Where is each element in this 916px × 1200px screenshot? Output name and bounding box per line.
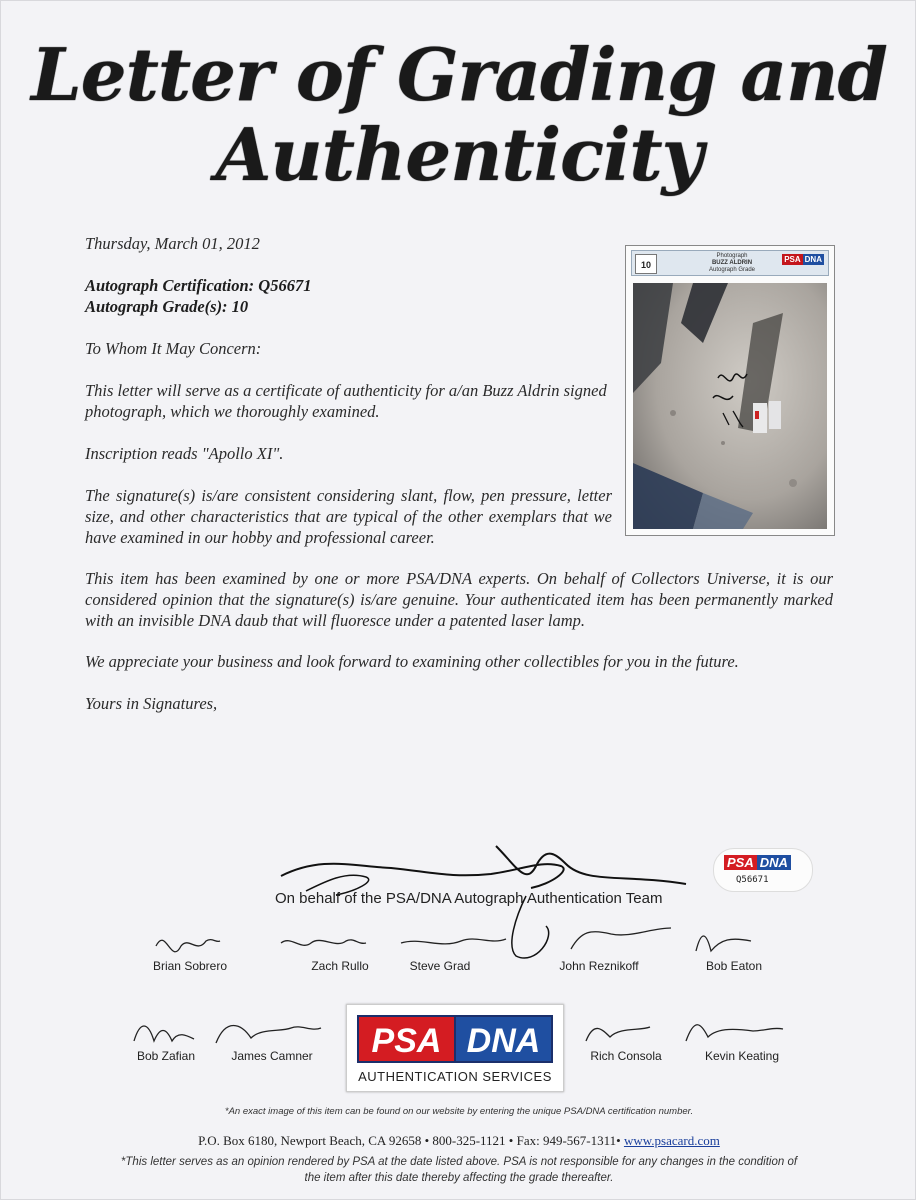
autograph-grade: Autograph Grade(s): 10 [85,297,249,316]
paragraph-inscription: Inscription reads "Apollo XI". [85,444,284,463]
team-member-john-reznikoff: John Reznikoff [559,959,639,973]
slab-subject: BUZZ ALDRIN [711,260,753,266]
team-member-james-camner: James Camner [231,1049,313,1063]
team-heading: On behalf of the PSA/DNA Autograph Authentication Team [275,890,663,907]
psa-dna-logo [346,1004,564,1092]
slab-label [631,250,829,276]
paragraph-signature-analysis: The signature(s) is/are consistent considering slant, flow, pen pressure, letter size, and other characteristics that are typical of the other exemplars that we have examined in our hobby and professional career. [85,486,612,547]
title-line-1: Letter of Grading and [31,32,887,117]
disclaimer-line-1: *This letter serves as an opinion rendered by PSA at the date listed above. PSA is not responsible for any changes in the condition of [120,1156,798,1168]
salutation: To Whom It May Concern: [85,339,262,358]
team-member-bob-eaton: Bob Eaton [705,959,763,973]
address-text: P.O. Box 6180, Newport Beach, CA 92658 • 800-325-1121 • Fax: 949-567-1311• [198,1133,621,1148]
team-member-kevin-keating: Kevin Keating [704,1049,780,1063]
team-member-rich-consola: Rich Consola [590,1049,662,1063]
website-link[interactable]: www.psacard.com [623,1133,720,1148]
team-member-zach-rullo: Zach Rullo [311,959,369,973]
paragraph-appreciation: We appreciate your business and look forward to examining other collectibles for you in the future. [85,652,739,671]
slab-psa-logo: PSA DNA [784,255,822,264]
sticker-cert-number: Q56671 [736,875,769,885]
logo-psa-block: PSA [357,1015,456,1063]
paragraph-examination: This item has been examined by one or more PSA/DNA experts. On behalf of Collectors Universe, it is our considered opinion that the signature(s) is/are genuine. Your authenticated item has been permanently marked with an invisible DNA daub that will fluoresce under a patented laser lamp. [85,569,833,630]
letter-date: Thursday, March 01, 2012 [85,234,260,253]
psa-dna-sticker [713,848,813,892]
graded-photo-slab [625,245,835,536]
team-member-brian-sobrero: Brian Sobrero [152,959,228,973]
certification-number: Autograph Certification: Q56671 [85,276,312,295]
website-note: *An exact image of this item can be found on our website by entering the unique PSA/DNA certification number. [224,1106,694,1117]
slab-type: Photograph [716,253,748,259]
team-member-bob-zafian: Bob Zafian [136,1049,196,1063]
closing: Yours in Signatures, [85,694,218,713]
logo-subtitle: AUTHENTICATION SERVICES [358,1069,552,1084]
slab-grade: 10 [635,254,657,274]
sticker-logo: PSA DNA [724,855,791,870]
contact-address [1,1133,916,1149]
slab-grade-label: Autograph Grade [708,267,756,273]
title-line-2: Authenticity [215,112,703,197]
paragraph-certificate: This letter will serve as a certificate of authenticity for a/an Buzz Aldrin signed photograph, which we thoroughly examined. [85,381,607,421]
logo-dna-block: DNA [456,1015,553,1063]
team-member-steve-grad: Steve Grad [409,959,471,973]
moon-surface-photo [633,283,827,529]
disclaimer-line-2: the item after this date thereby affecting the grade thereafter. [304,1172,614,1184]
